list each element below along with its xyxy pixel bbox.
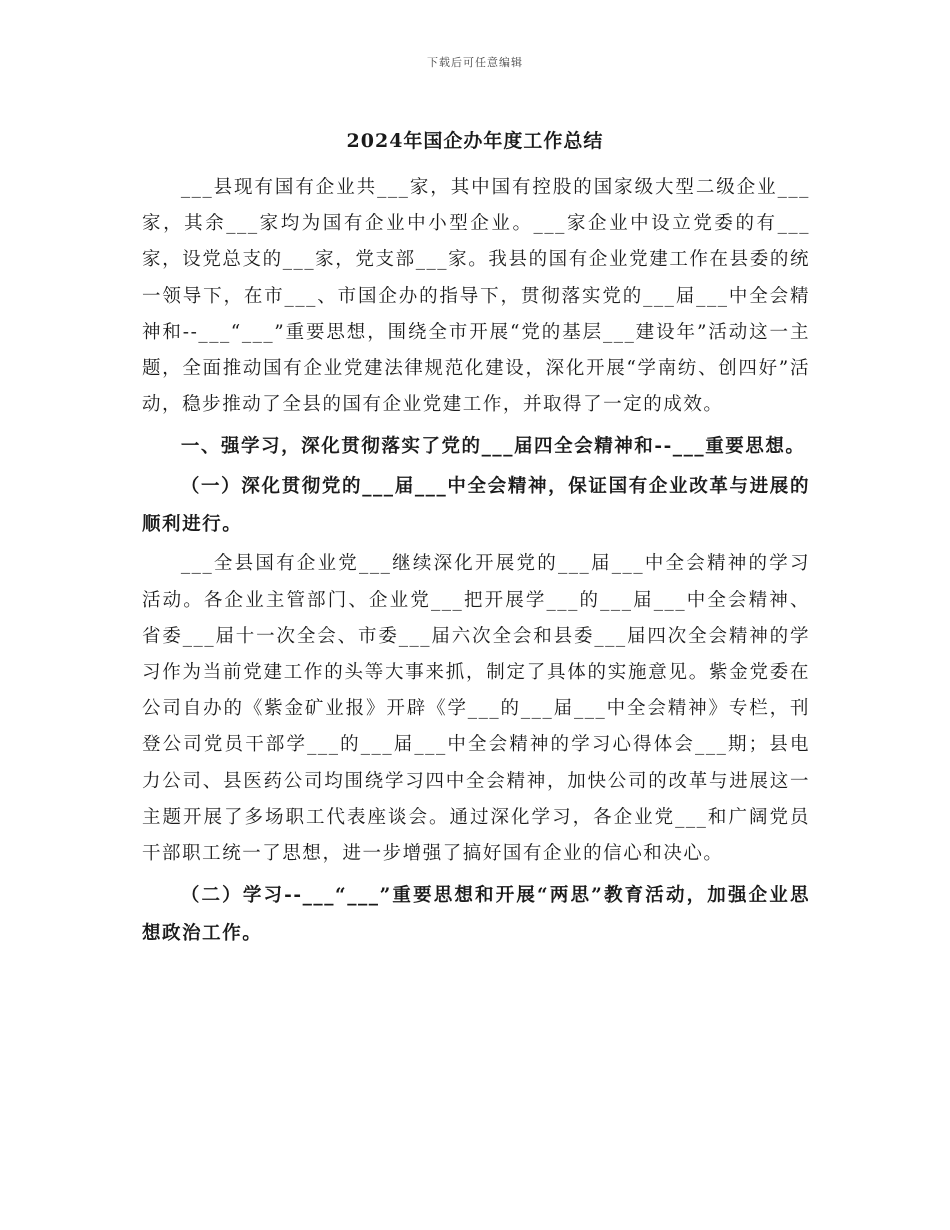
subsection-paragraph-1-1: ___全县国有企业党___继续深化开展党的___届___中全会精神的学习活动。各企业主管部门、企业党___把开展学___的___届___中全会精神、省委___届十一次全会、市委___届六次全会和县委___届四次全会精神的学习作为当前党建工作的头等大事来抓，制定了具体的实施意见。紫金党委在公司自办的《紫金矿业报》开辟《学___的___届___中全会精神》专栏，刊登公司党员干部学___的___届___中全会精神的学习心得体会___期；县电力公司、县医药公司均围绕学习四中全会精神，加快公司的改革与进展这一主题开展了多场职工代表座谈会。通过深化学习，各企业党___和广阔党员干部职工统一了思想，进一步增强了搞好国有企业的信心和决心。 xyxy=(142,553,810,865)
intro-paragraph: ___县现有国有企业共___家，其中国有控股的国家级大型二级企业___家，其余___家均为国有企业中小型企业。___家企业中设立党委的有___家，设党总支的___家，党支部___家。我县的国有企业党建工作在县委的统一领导下，在市___、市国企办的指导下，贯彻落实党的___届___中全会精神和--___“___”重要思想，围绕全市开展“党的基层___建设年”活动这一主题，全面推动国有企业党建法律规范化建设，深化开展“学南纺、创四好”活动，稳步推动了全县的国有企业党建工作，并取得了一定的成效。 xyxy=(142,177,810,416)
document-title: 2024年国企办年度工作总结 xyxy=(346,130,604,152)
subsection-heading-1-1: （一）深化贯彻党的___届___中全会精神，保证国有企业改革与进展的顺利进行。 xyxy=(142,476,810,536)
subsection-heading-1-2: （二）学习--___“___”重要思想和开展“两思”教育活动，加强企业思想政治工作。 xyxy=(142,885,810,945)
document-body xyxy=(142,170,810,953)
section-heading-1: 一、强学习，深化贯彻落实了党的___届四全会精神和--___重要思想。 xyxy=(180,436,806,458)
header-note: 下载后可任意编辑 xyxy=(427,56,523,69)
